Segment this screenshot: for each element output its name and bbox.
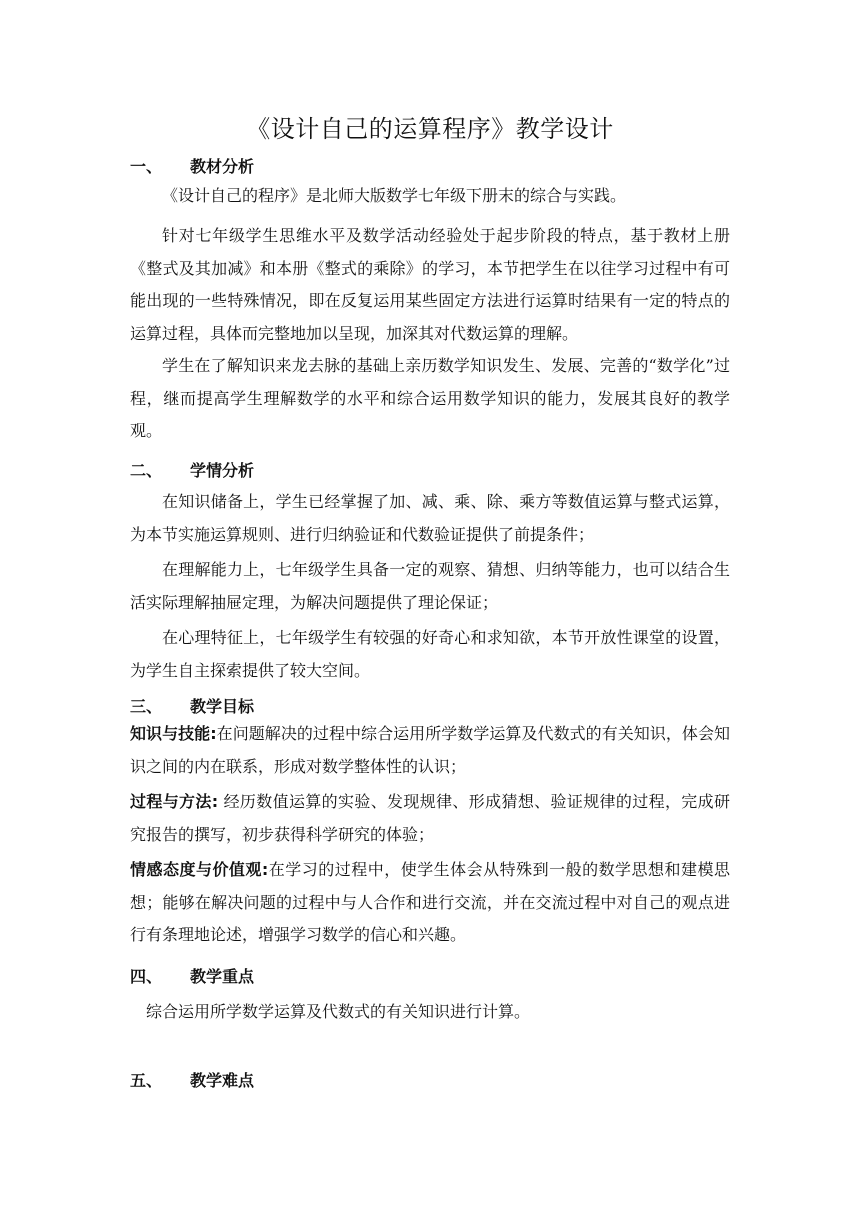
goal-knowledge-skills — [130, 718, 730, 783]
section-name: 教学重点 — [190, 967, 255, 986]
goal-label: 情感态度与价值观: — [130, 860, 269, 879]
section-heading-material — [130, 156, 254, 178]
goal-label: 知识与技能: — [130, 724, 217, 743]
section-number: 五、 — [130, 1071, 163, 1090]
section-number: 三、 — [130, 697, 163, 716]
goal-text: 经历数值运算的实验、发现规律、形成猜想、验证规律的过程，完成研究报告的撰写，初步获得科学研究的体验； — [130, 792, 730, 844]
section-name: 学情分析 — [190, 461, 255, 480]
material-paragraph-3: 学生在了解知识来龙去脉的基础上亲历数学知识发生、发展、完善的“数学化”过程，继而提高学生理解数学的水平和综合运用数学知识的能力，发展其良好的教学观。 — [130, 356, 730, 440]
section-heading-goals — [130, 696, 254, 718]
section-number: 四、 — [130, 967, 163, 986]
learner-paragraph-1: 在知识储备上，学生已经掌握了加、减、乘、除、乘方等数值运算与整式运算，为本节实施运算规则、进行归纳验证和代数验证提供了前提条件； — [130, 492, 730, 544]
material-paragraph-2: 针对七年级学生思维水平及数学活动经验处于起步阶段的特点，基于教材上册《整式及其加减》和本册《整式的乘除》的学习，本节把学生在以往学习过程中有可能出现的一些特殊情况，即在反复运用某些固定方法进行运算时结果有一定的特点的运算过程，具体而完整地加以呈现，加深其对代数运算的理解。 — [130, 226, 730, 343]
section-number: 一、 — [130, 157, 163, 176]
section-heading-difficulty — [130, 1070, 254, 1092]
section-name: 教学目标 — [190, 697, 255, 716]
document-title: 《设计自己的运算程序》教学设计 — [246, 115, 614, 143]
goal-process-method — [130, 786, 730, 851]
learner-paragraph-2: 在理解能力上，七年级学生具备一定的观察、猜想、归纳等能力，也可以结合生活实际理解抽屉定理，为解决问题提供了理论保证； — [130, 560, 730, 612]
section-name: 教学难点 — [190, 1071, 255, 1090]
section-name: 教材分析 — [190, 157, 255, 176]
goal-attitude-values — [130, 854, 730, 952]
goal-text: 在学习的过程中，使学生体会从特殊到一般的数学思想和建模思想；能够在解决问题的过程中与人合作和进行交流，并在交流过程中对自己的观点进行有条理地论述，增强学习数学的信心和兴趣。 — [130, 860, 730, 944]
keypoint-paragraph: 综合运用所学数学运算及代数式的有关知识进行计算。 — [146, 1002, 531, 1021]
material-paragraph-1: 《设计自己的程序》是北师大版数学七年级下册末的综合与实践。 — [162, 186, 627, 205]
section-number: 二、 — [130, 461, 163, 480]
learner-paragraph-3: 在心理特征上，七年级学生有较强的好奇心和求知欲，本节开放性课堂的设置，为学生自主探索提供了较大空间。 — [130, 628, 730, 680]
section-heading-keypoint — [130, 966, 254, 988]
goal-label: 过程与方法: — [130, 792, 219, 811]
section-heading-learner — [130, 460, 254, 482]
goal-text: 在问题解决的过程中综合运用所学数学运算及代数式的有关知识，体会知识之间的内在联系，形成对数学整体性的认识； — [130, 724, 730, 776]
